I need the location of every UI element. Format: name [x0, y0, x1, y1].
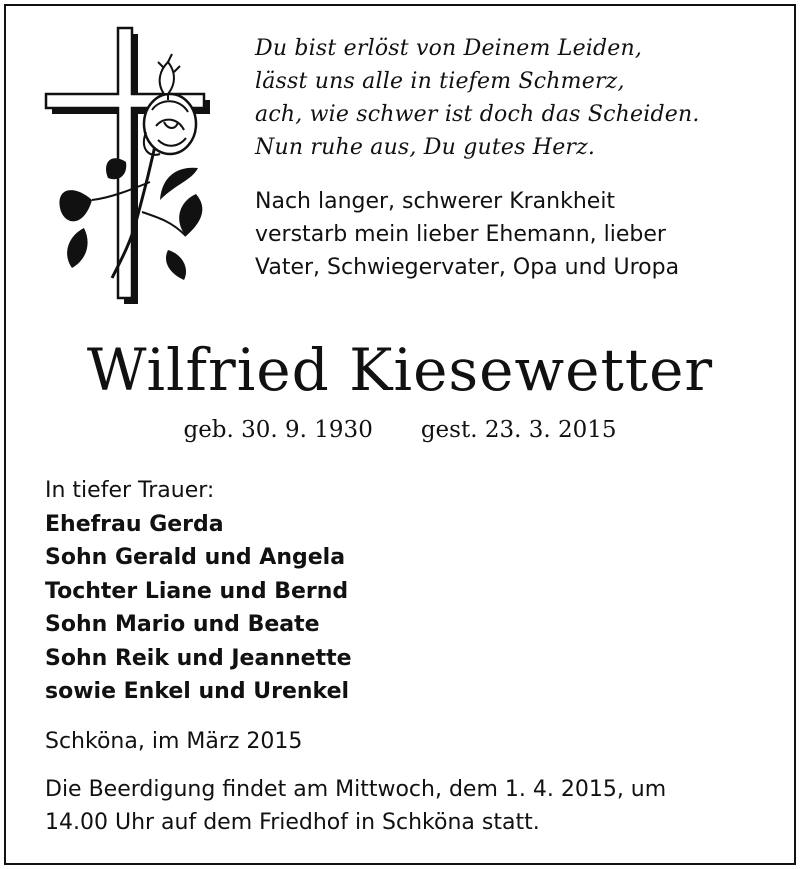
intro-text [255, 185, 775, 284]
funeral-line: 14.00 Uhr auf dem Friedhof in Schköna statt. [45, 810, 540, 835]
mourner-entry: Sohn Reik und Jeannette [45, 645, 352, 671]
intro-line: Vater, Schwiegervater, Opa und Uropa [255, 255, 680, 280]
life-dates [0, 412, 800, 448]
funeral-line: Die Beerdigung findet am Mittwoch, dem 1. 4. 2015, um [45, 777, 667, 802]
mourner-entry: sowie Enkel und Urenkel [45, 679, 350, 704]
intro-line: Nach langer, schwerer Krankheit [255, 189, 616, 214]
mourner-entry: Tochter Liane und Bernd [45, 578, 349, 604]
poem-line: Du bist erlöst von Deinem Leiden, [255, 36, 643, 61]
poem-line: Nun ruhe aus, Du gutes Herz. [255, 135, 596, 160]
death-date: gest. 23. 3. 2015 [420, 417, 617, 443]
poem [255, 32, 775, 164]
cross-with-rose-icon [40, 22, 210, 304]
poem-line: ach, wie schwer ist doch das Scheiden. [255, 102, 700, 127]
intro-line: verstarb mein lieber Ehemann, lieber [255, 222, 666, 247]
mourner-entry: Sohn Mario und Beate [45, 612, 320, 637]
mourner-entry: Ehefrau Gerda [45, 511, 224, 537]
mourners-lead: In tiefer Trauer: [45, 478, 215, 503]
place-and-date: Schköna, im März 2015 [45, 729, 303, 754]
mourners-list [45, 474, 765, 709]
funeral-info [45, 773, 765, 839]
deceased-name: Wilfried Kiesewetter [86, 336, 714, 404]
poem-line: lässt uns alle in tiefem Schmerz, [255, 69, 625, 94]
birth-date: geb. 30. 9. 1930 [183, 417, 373, 443]
mourner-entry: Sohn Gerald und Angela [45, 545, 346, 570]
